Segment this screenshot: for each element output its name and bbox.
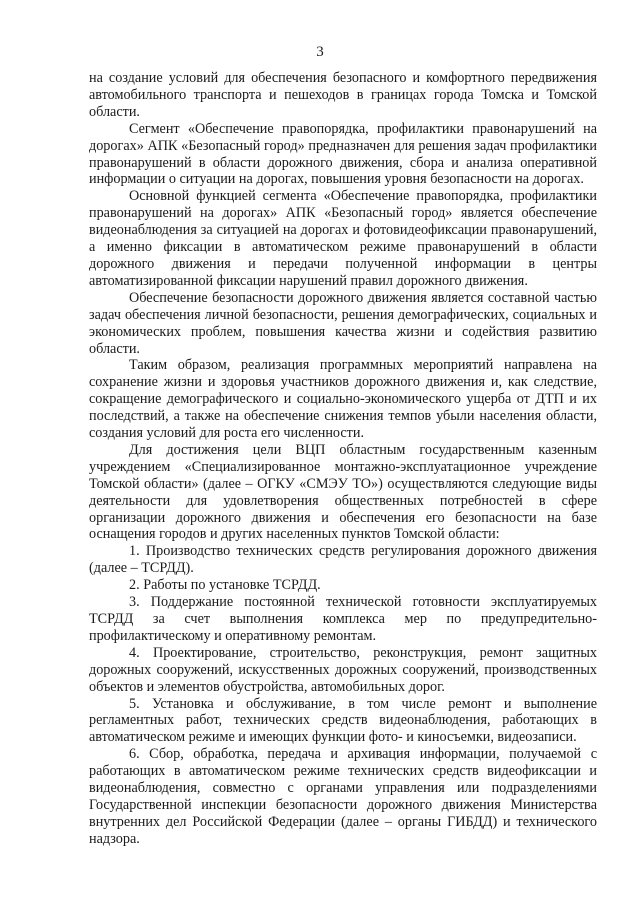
list-item: 4. Проектирование, строительство, реконструкция, ремонт защитных дорожных сооружений, искусственных дорожных сооружений, производственных объектов и элементов обустройства, автомобильных дорог. — [89, 644, 597, 695]
page-number: 3 — [316, 44, 324, 60]
list-item: 5. Установка и обслуживание, в том числе ремонт и выполнение регламентных работ, технических средств видеонаблюдения, работающих в автоматическом режиме и имеющих функции фото- и киносъемки, видеозаписи. — [89, 695, 597, 746]
paragraph: Обеспечение безопасности дорожного движения является составной частью задач обеспечения личной безопасности, решения демографических, социальных и экономических проблем, повышения качества жизни и содействия развитию области. — [89, 289, 597, 357]
list-item: 2. Работы по установке ТСРДД. — [129, 577, 321, 594]
document-body — [89, 70, 597, 848]
paragraph: Таким образом, реализация программных мероприятий направлена на сохранение жизни и здоровья участников дорожного движения и, как следствие, сокращение демографического и социально-экономического ущерба от ДТП и их последствий, а также на обеспечение снижения темпов убыли населения области, создания условий для роста его численности. — [89, 357, 597, 442]
paragraph: Основной функцией сегмента «Обеспечение правопорядка, профилактики правонарушений на дорогах» АПК «Безопасный город» является обеспечение видеонаблюдения за ситуацией на дорогах и фотовидеофиксации правонарушений, а именно фиксации в автоматическом режиме правонарушений в области дорожного движения и передачи полученной информации в центры автоматизированной фиксации нарушений правил дорожного движения. — [89, 188, 597, 289]
paragraph: на создание условий для обеспечения безопасного и комфортного передвижения автомобильного транспорта и пешеходов в границах города Томска и Томской области. — [89, 70, 597, 120]
list-item: 6. Сбор, обработка, передача и архивация информации, получаемой с работающих в автоматическом режиме технических средств видеофиксации и видеонаблюдения, совместно с органами управления или подразделениями Государственной инспекции безопасности дорожного движения Министерства внутренних дел Российской Федерации (далее – органы ГИБДД) и технического надзора. — [89, 746, 597, 847]
list-item: 1. Производство технических средств регулирования дорожного движения (далее – ТСРДД). — [89, 543, 597, 577]
paragraph: Сегмент «Обеспечение правопорядка, профилактики правонарушений на дорогах» АПК «Безопасный город» предназначен для решения задач профилактики правонарушений в области дорожного движения, сбора и анализа оперативной информации о ситуации на дорогах, повышения уровня безопасности на дорогах. — [89, 120, 597, 188]
list-item: 3. Поддержание постоянной технической готовности эксплуатируемых ТСРДД за счет выполнения комплекса мер по предупредительно-профилактическому и оперативному ремонтам. — [89, 594, 597, 644]
paragraph: Для достижения цели ВЦП областным государственным казенным учреждением «Специализированное монтажно-эксплуатационное учреждение Томской области» (далее – ОГКУ «СМЭУ ТО») осуществляются следующие виды деятельности для удовлетворения общественных потребностей в сфере организации дорожного движения и обеспечения его безопасности на базе оснащения городов и других населенных пунктов Томской области: — [89, 441, 597, 543]
